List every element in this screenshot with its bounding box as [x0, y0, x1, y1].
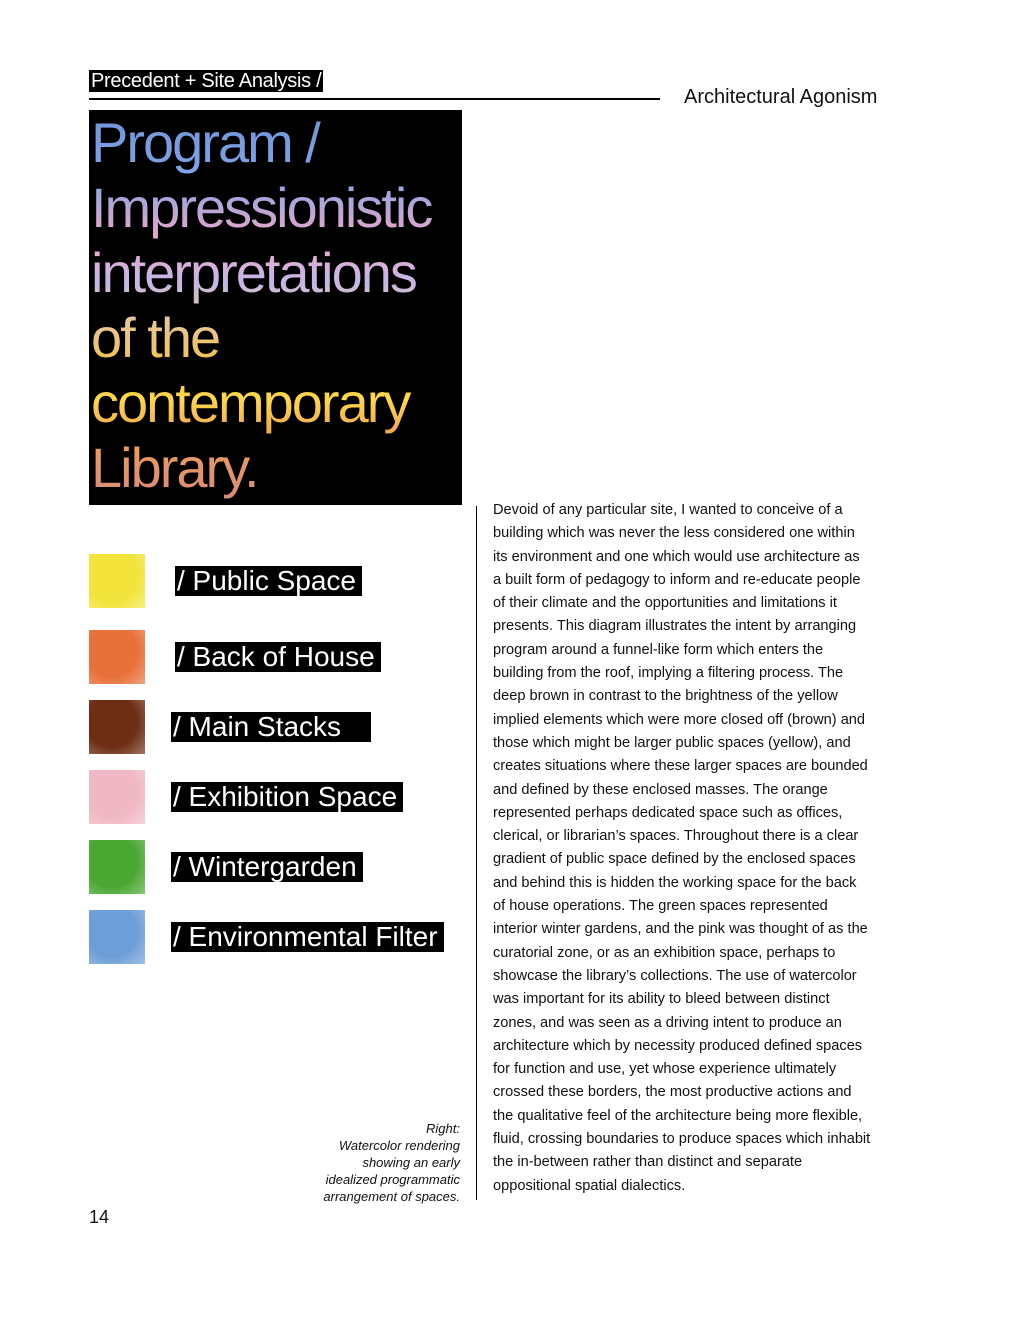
- legend-label: / Wintergarden: [171, 852, 363, 882]
- title-line: of the: [91, 306, 220, 369]
- title-block: [89, 110, 462, 505]
- caption-line: showing an early: [362, 1155, 460, 1170]
- caption-line: Right:: [426, 1121, 460, 1136]
- title-line: Program /: [91, 111, 319, 174]
- title-line: contemporary: [91, 371, 410, 434]
- header-rule: [89, 98, 660, 100]
- body-paragraph: Devoid of any particular site, I wanted to conceive of a building which was never the less considered one within its environment and one which would use architecture as a built form of pedagogy to inform and re-educate people of their climate and the opportunities and limitations it presents. This diagram illustrates the intent by arranging program around a funnel-like form which enters the building from the roof, implying a filtering process. The deep brown in contrast to the brightness of the yellow implied elements which were more closed off (brown) and those which might be larger public spaces (yellow), and creates situations where these larger spaces are bounded and defined by these enclosed masses. The orange represented perhaps dedicated space such as offices, clerical, or librarian’s spaces. Throughout there is a clear gradient of public space defined by the enclosed spaces and behind this is hidden the working space for the back of house operations. The green spaces represented interior winter gardens, and the pink was thought of as the curatorial zone, or as an exhibition space, perhaps to showcase the library’s collections. The use of watercolor was important for its ability to bleed between distinct zones, and was seen as a driving intent to produce an architecture which by necessity produced defined spaces for function and use, yet whose experience ultimately crossed these borders, the most productive actions and the qualitative feel of the architecture being more flexible, fluid, crossing boundaries to produce spaces which inhabit the in-between rather than distinct and separate oppositional spatial dialectics.: [493, 502, 871, 1194]
- title-line: Impressionistic: [91, 176, 432, 239]
- exhibition-space-swatch: [89, 770, 145, 824]
- image-caption: [300, 1120, 460, 1205]
- legend-label: / Back of House: [175, 642, 381, 672]
- caption-line: idealized programmatic: [325, 1172, 460, 1187]
- caption-line: Watercolor rendering: [338, 1138, 460, 1153]
- legend-label: / Environmental Filter: [171, 922, 444, 952]
- page-number: 14: [89, 1207, 110, 1227]
- title-line: Library.: [91, 436, 258, 499]
- title-text: [89, 110, 462, 500]
- legend-label: / Public Space: [175, 566, 362, 596]
- caption-line: arrangement of spaces.: [323, 1189, 460, 1204]
- environmental-filter-swatch: [89, 910, 145, 964]
- column-divider: [476, 506, 477, 1200]
- title-line: interpretations: [91, 241, 416, 304]
- running-title: Architectural Agonism: [684, 86, 878, 108]
- legend-label: / Exhibition Space: [171, 782, 403, 812]
- public-space-swatch: [89, 554, 145, 608]
- section-label: Precedent + Site Analysis /: [91, 70, 322, 92]
- legend-label: / Main Stacks: [171, 712, 371, 742]
- wintergarden-swatch: [89, 840, 145, 894]
- main-stacks-swatch: [89, 700, 145, 754]
- back-of-house-swatch: [89, 630, 145, 684]
